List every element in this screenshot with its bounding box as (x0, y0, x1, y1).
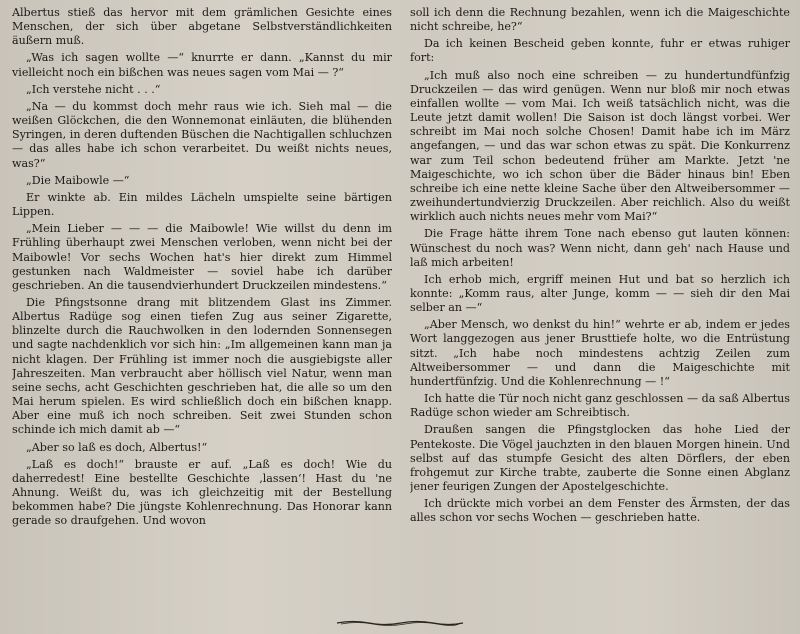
paragraph: „Mein Lieber — — — die Maibowle! Wie willst du denn im Frühling überhaupt zwei Menschen verloben, wenn nicht bei der Maibowle! Vor sechs Wochen hat's hier direkt zum Himmel gestunken nach Waldmeister — soviel habe ich darüber geschrieben. An die tausendvierhundert Druckzeilen mindestens.“ (12, 222, 392, 292)
left-column (12, 6, 392, 612)
paragraph: „Ich muß also noch eine schreiben — zu hundertundfünfzig Druckzeilen — das wird genügen. Wenn nur bloß mir noch etwas einfallen wollte — vom Mai. Ich weiß tatsächlich nicht, was die Leute jetzt damit wollen! Die Saison ist doch längst vorbei. Wer schreibt im Mai noch solche Chosen! Damit habe ich im März angefangen, — und das war schon etwas zu spät. Die Konkurrenz war zum Teil schon bedeutend früher am Markte. Jetzt 'ne Maigeschichte, wo ich schon über die Bäder hinaus bin! Eben schreibe ich eine nette kleine Sache über den Altweibersommer — zweihundertundvierzig Druckzeilen. Aber reichlich. Also du weißt wirklich auch nichts neues mehr vom Mai?“ (410, 68, 790, 224)
paragraph: Ich erhob mich, ergriff meinen Hut und bat so herzlich ich konnte: „Komm raus, alter Junge, komm — — sieh dir den Mai selber an —“ (410, 272, 790, 315)
right-column (410, 6, 790, 612)
paragraph: soll ich denn die Rechnung bezahlen, wenn ich die Maigeschichte nicht schreibe, he?“ (410, 6, 790, 34)
paragraph: Da ich keinen Bescheid geben konnte, fuhr er etwas ruhiger fort: (410, 37, 790, 65)
paragraph: „Ich verstehe nicht . . .“ (26, 82, 161, 96)
paragraph: Ich drückte mich vorbei an dem Fenster des Ärmsten, der das alles schon vor sechs Wochen — geschrieben hatte. (410, 497, 790, 525)
paragraph: „Die Maibowle —“ (26, 173, 130, 187)
paragraph: „Aber so laß es doch, Albertus!“ (26, 440, 208, 454)
paragraph: „Laß es doch!“ brauste er auf. „Laß es doch! Wie du daherredest! Eine bestellte Geschichte ‚lassen‘! Hast du 'ne Ahnung. Weißt du, was ich gleichzeitig mit der Bestellung bekommen habe? Die jüngste Kohlenrechnung. Das Honorar kann gerade so draufgehen. Und wovon (12, 457, 392, 528)
paragraph: Die Frage hätte ihrem Tone nach ebenso gut lauten können: Wünschest du noch was? Wenn nicht, dann geh' nach Hause und laß mich arbeiten! (410, 227, 790, 269)
paragraph: Er winkte ab. Ein mildes Lächeln umspielte seine bärtigen Lippen. (12, 190, 392, 219)
paragraph: Ich hatte die Tür noch nicht ganz geschlossen — da saß Albertus Radüge schon wieder am Schreibtisch. (410, 392, 790, 420)
paragraph: Draußen sangen die Pfingstglocken das hohe Lied der Pentekoste. Die Vögel jauchzten in den blauen Morgen hinein. Und selbst auf das stumpfe Gesicht des alten Dörflers, der eben frohgemut zur Kirche trabte, zauberte die Sonne einen Abglanz jener feurigen Zungen der Apostelgeschichte. (410, 423, 790, 493)
paragraph: Albertus stieß das hervor mit dem grämlichen Gesichte eines Menschen, der sich über abgetane Selbstverständlichkeiten äußern muß. (12, 6, 392, 48)
paragraph: „Na — du kommst doch mehr raus wie ich. Sieh mal — die weißen Glöckchen, die den Wonnemonat einläuten, die blühenden Syringen, in deren duftenden Büschen die Nachtigallen schluchzen — das alles habe ich schon verarbeitet. Du weißt nichts neues, was?“ (12, 99, 392, 170)
end-rule-ornament (335, 620, 465, 626)
paragraph: „Was ich sagen wollte —“ knurrte er dann. „Kannst du mir vielleicht noch ein bißchen was neues sagen vom Mai — ?“ (12, 51, 392, 79)
paragraph: „Aber Mensch, wo denkst du hin!“ wehrte er ab, indem er jedes Wort langgezogen aus jener Brusttiefe holte, wo die Entrüstung sitzt. „Ich habe noch mindestens achtzig Zeilen zum Altweibersommer — und dann die Maigeschichte mit hundertfünfzig. Und die Kohlenrechnung — !“ (410, 318, 790, 388)
paragraph: Die Pfingstsonne drang mit blitzendem Glast ins Zimmer. Albertus Radüge sog einen tiefen Zug aus seiner Zigarette, blinzelte durch die Rauchwolken in den lodernden Sonnensegen und sagte nachdenklich vor sich hin: „Im allgemeinen kann man ja nicht klagen. Der Frühling ist immer noch die ausgiebigste aller Jahreszeiten. Man verbraucht aber höllisch viel Natur, wenn man seine sechs, acht Geschichten geschrieben hat, die alle so um den Mai herum spielen. Es wird schließlich doch ein bißchen knapp. Aber eine muß ich noch schreiben. Seit zwei Stunden schon schinde ich mich damit ab —“ (12, 295, 392, 437)
